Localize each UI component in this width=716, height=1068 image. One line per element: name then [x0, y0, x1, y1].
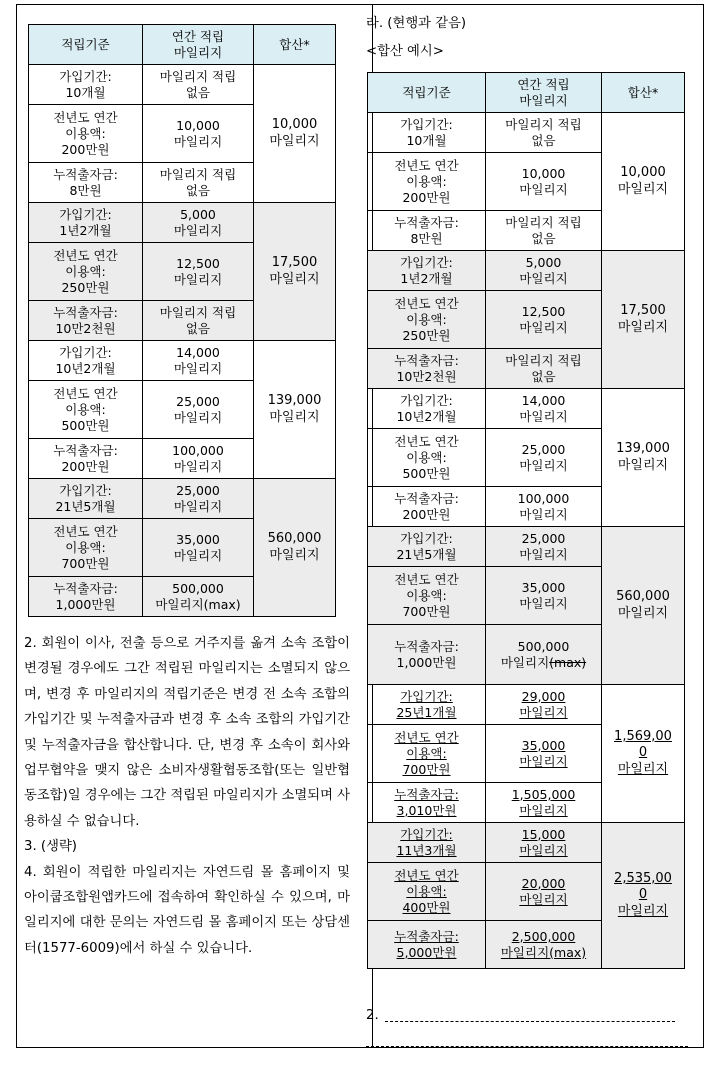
- mileage-text: 마일리지 적립 없음: [505, 214, 582, 246]
- mileage-text: 29,000 마일리지: [519, 688, 568, 720]
- basis-cell: [368, 625, 486, 685]
- paragraph-3: 3. (생략): [24, 839, 77, 855]
- basis-text: 누적출자금: 200만원: [53, 442, 118, 474]
- basis-cell: [368, 349, 486, 389]
- mileage-cell: [143, 65, 254, 105]
- table-row: [368, 113, 685, 153]
- mileage-text: 마일리지 적립 없음: [159, 304, 237, 336]
- basis-cell: [29, 203, 143, 243]
- total-text: 560,000 마일리지: [267, 530, 322, 563]
- mileage-text: 마일리지 적립 없음: [505, 116, 582, 148]
- right-mileage-table: [367, 72, 685, 969]
- total-cell: [254, 65, 336, 203]
- basis-cell: [368, 251, 486, 291]
- basis-cell: [29, 105, 143, 163]
- table-row: [368, 685, 685, 725]
- basis-cell: [29, 65, 143, 105]
- basis-cell: [368, 153, 486, 211]
- struck-text: (max): [549, 654, 587, 670]
- table-header-cell: 연간 적립 마일리지: [486, 73, 602, 113]
- table-header-row: [29, 25, 336, 65]
- basis-cell: [368, 527, 486, 567]
- mileage-cell: [143, 577, 254, 617]
- mileage-text: 500,000 마일리지(max): [155, 580, 241, 612]
- mileage-cell: [486, 251, 602, 291]
- basis-cell: [368, 429, 486, 487]
- blank-line: [366, 1046, 688, 1047]
- mileage-text: 14,000 마일리지: [519, 392, 568, 424]
- basis-cell: [368, 567, 486, 625]
- basis-text: 가입기간: 1년2개월: [59, 206, 112, 238]
- mileage-cell: [143, 163, 254, 203]
- total-cell: [602, 527, 685, 685]
- basis-cell: [29, 341, 143, 381]
- basis-text: 누적출자금: 1,000만원: [53, 580, 118, 612]
- mileage-text: 1,505,000 마일리지: [511, 786, 576, 818]
- basis-cell: [368, 725, 486, 783]
- total-cell: [602, 113, 685, 251]
- total-cell: [602, 823, 685, 969]
- basis-cell: [368, 685, 486, 725]
- basis-text: 누적출자금: 8만원: [394, 214, 459, 246]
- mileage-text: 12,500 마일리지: [173, 255, 223, 287]
- mileage-cell: [143, 479, 254, 519]
- mileage-cell: [486, 349, 602, 389]
- mileage-text: 2,500,000 마일리지(max): [500, 928, 587, 960]
- table-row: [368, 527, 685, 567]
- total-cell: [254, 341, 336, 479]
- basis-cell: [29, 381, 143, 439]
- mileage-text: 마일리지 적립 없음: [505, 352, 582, 384]
- mileage-text: 25,000 마일리지: [519, 441, 568, 473]
- mileage-cell: [486, 921, 602, 969]
- basis-text: 전년도 연간 이용액: 700만원: [394, 571, 459, 619]
- total-cell: [602, 389, 685, 527]
- mileage-cell: [486, 113, 602, 153]
- basis-cell: [368, 211, 486, 251]
- table-header-row: [368, 73, 685, 113]
- total-cell: [254, 479, 336, 617]
- basis-text: 가입기간: 11년3개월: [396, 826, 457, 858]
- mileage-cell: [143, 203, 254, 243]
- mileage-text: 100,000 마일리지: [172, 442, 224, 474]
- mileage-cell: [486, 685, 602, 725]
- mileage-cell: [143, 381, 254, 439]
- mileage-text: 마일리지 적립 없음: [159, 166, 237, 198]
- basis-text: 전년도 연간 이용액: 700만원: [394, 729, 459, 777]
- basis-text: 가입기간: 10년2개월: [55, 344, 116, 376]
- mileage-cell: [486, 211, 602, 251]
- basis-text: 누적출자금: 1,000만원: [394, 638, 459, 670]
- total-text: 139,000 마일리지: [267, 392, 322, 425]
- mileage-cell: [486, 625, 602, 685]
- basis-text: 가입기간: 25년1개월: [396, 688, 457, 720]
- basis-text: 누적출자금: 10만2천원: [394, 352, 459, 384]
- table-header-cell: 연간 적립 마일리지: [143, 25, 254, 65]
- mileage-cell: [486, 153, 602, 211]
- basis-cell: [29, 163, 143, 203]
- mileage-text: 35,000 마일리지: [519, 737, 568, 769]
- total-text: 1,569,00 0 마일리지: [614, 728, 672, 777]
- left-mileage-table: [28, 24, 336, 617]
- basis-text: 전년도 연간 이용액: 500만원: [394, 433, 459, 481]
- mileage-text: 마일리지 적립 없음: [159, 68, 237, 100]
- mileage-text: 35,000 마일리지: [173, 531, 223, 563]
- total-text: 560,000 마일리지: [616, 588, 670, 621]
- basis-text: 누적출자금: 3,010만원: [394, 786, 459, 818]
- total-cell: [602, 251, 685, 389]
- basis-text: 전년도 연간 이용액: 250만원: [53, 247, 118, 295]
- mileage-text: 5,000 마일리지: [519, 254, 568, 286]
- basis-text: 가입기간: 21년5개월: [55, 482, 116, 514]
- basis-text: 전년도 연간 이용액: 200만원: [53, 109, 118, 157]
- mileage-cell: [486, 291, 602, 349]
- mileage-text: 100,000 마일리지: [517, 490, 570, 522]
- total-text: 2,535,00 0 마일리지: [614, 870, 672, 919]
- basis-cell: [368, 113, 486, 153]
- paragraph-2: 2. 회원이 이사, 전출 등으로 거주지를 옮겨 소속 조합이 변경될 경우에도 그간 적립된 마일리지는 소멸되지 않으며, 변경 후 마일리지의 적립기준은 변경 전 소속 조합의 가입기간 및 누적출자금과 변경 후 소속 조합의 가입기간 및 누적출자금을 합산합니다. 단, 변경 후 소속이 회사와 업무협약을 맺지 않은 소비자생활협동조합(또는 일반협동조합)일 경우에는 그간 적립된 마일리지가 소멸되며 사용하실 수 없습니다.: [24, 636, 350, 829]
- basis-text: 전년도 연간 이용액: 700만원: [53, 523, 118, 571]
- mileage-cell: [143, 301, 254, 341]
- basis-cell: [368, 389, 486, 429]
- table-header-cell: 적립기준: [368, 73, 486, 113]
- table-header-cell: 적립기준: [29, 25, 143, 65]
- table-row: [29, 65, 336, 105]
- basis-text: 가입기간: 1년2개월: [400, 254, 453, 286]
- right-item-2: 2.: [366, 1008, 379, 1023]
- basis-text: 가입기간: 10년2개월: [396, 392, 457, 424]
- basis-cell: [368, 921, 486, 969]
- mileage-cell: [143, 341, 254, 381]
- basis-text: 누적출자금: 8만원: [53, 166, 118, 198]
- basis-cell: [29, 577, 143, 617]
- basis-text: 누적출자금: 200만원: [394, 490, 459, 522]
- mileage-text: 15,000 마일리지: [519, 826, 568, 858]
- total-text: 10,000 마일리지: [269, 116, 320, 149]
- basis-text: 전년도 연간 이용액: 200만원: [394, 157, 459, 205]
- basis-text: 가입기간: 21년5개월: [396, 530, 457, 562]
- basis-text: 누적출자금: 10만2천원: [53, 304, 118, 336]
- left-body-text: [24, 631, 350, 961]
- mileage-text: 25,000 마일리지: [173, 393, 223, 425]
- blank-line: [385, 1021, 675, 1022]
- table-row: [29, 203, 336, 243]
- mileage-text: 25,000 마일리지: [173, 482, 223, 514]
- mileage-cell: [486, 567, 602, 625]
- table-row: [29, 341, 336, 381]
- basis-cell: [368, 783, 486, 823]
- basis-cell: [368, 291, 486, 349]
- mileage-cell: [486, 725, 602, 783]
- mileage-text: 25,000 마일리지: [519, 530, 568, 562]
- table-row: [368, 823, 685, 863]
- table-row: [368, 389, 685, 429]
- total-text: 17,500 마일리지: [617, 302, 669, 335]
- mileage-text: 10,000 마일리지: [173, 117, 223, 149]
- mileage-text: 500,000 마일리지: [500, 638, 570, 670]
- basis-cell: [29, 479, 143, 519]
- total-text: 10,000 마일리지: [617, 164, 669, 197]
- table-row: [368, 251, 685, 291]
- basis-text: 누적출자금: 5,000만원: [394, 928, 459, 960]
- mileage-text: 10,000 마일리지: [519, 165, 568, 197]
- basis-cell: [368, 823, 486, 863]
- mileage-cell: [486, 863, 602, 921]
- mileage-text: 35,000 마일리지: [519, 579, 568, 611]
- basis-text: 전년도 연간 이용액: 500만원: [53, 385, 118, 433]
- basis-cell: [29, 243, 143, 301]
- total-cell: [254, 203, 336, 341]
- table-header-cell: 합산*: [602, 73, 685, 113]
- mileage-cell: [486, 527, 602, 567]
- basis-cell: [29, 519, 143, 577]
- mileage-cell: [486, 389, 602, 429]
- mileage-cell: [486, 487, 602, 527]
- basis-text: 가입기간: 10개월: [400, 116, 453, 148]
- mileage-text: 14,000 마일리지: [173, 344, 223, 376]
- table-row: [29, 479, 336, 519]
- mileage-text: 12,500 마일리지: [519, 303, 568, 335]
- total-text: 17,500 마일리지: [269, 254, 320, 287]
- right-subheading: <합산 예시>: [366, 44, 444, 59]
- total-cell: [602, 685, 685, 823]
- right-heading: 라. (현행과 같음): [366, 16, 467, 31]
- basis-text: 전년도 연간 이용액: 250만원: [394, 295, 459, 343]
- mileage-cell: [143, 439, 254, 479]
- mileage-cell: [143, 519, 254, 577]
- mileage-cell: [486, 429, 602, 487]
- mileage-cell: [143, 243, 254, 301]
- basis-text: 전년도 연간 이용액: 400만원: [394, 867, 459, 915]
- total-text: 139,000 마일리지: [616, 440, 670, 473]
- mileage-text: 20,000 마일리지: [519, 875, 568, 907]
- mileage-cell: [143, 105, 254, 163]
- mileage-cell: [486, 823, 602, 863]
- basis-cell: [368, 863, 486, 921]
- paragraph-4: 4. 회원이 적립한 마일리지는 자연드림 몰 홈페이지 및 아이쿱조합원앱카드에 접속하여 확인하실 수 있으며, 마일리지에 대한 문의는 자연드림 몰 홈페이지 또는 상담센터(1577-6009)에서 하실 수 있습니다.: [24, 864, 350, 956]
- basis-text: 가입기간: 10개월: [59, 68, 112, 100]
- mileage-cell: [486, 783, 602, 823]
- basis-cell: [29, 301, 143, 341]
- basis-cell: [29, 439, 143, 479]
- table-header-cell: 합산*: [254, 25, 336, 65]
- mileage-text: 5,000 마일리지: [173, 206, 223, 238]
- basis-cell: [368, 487, 486, 527]
